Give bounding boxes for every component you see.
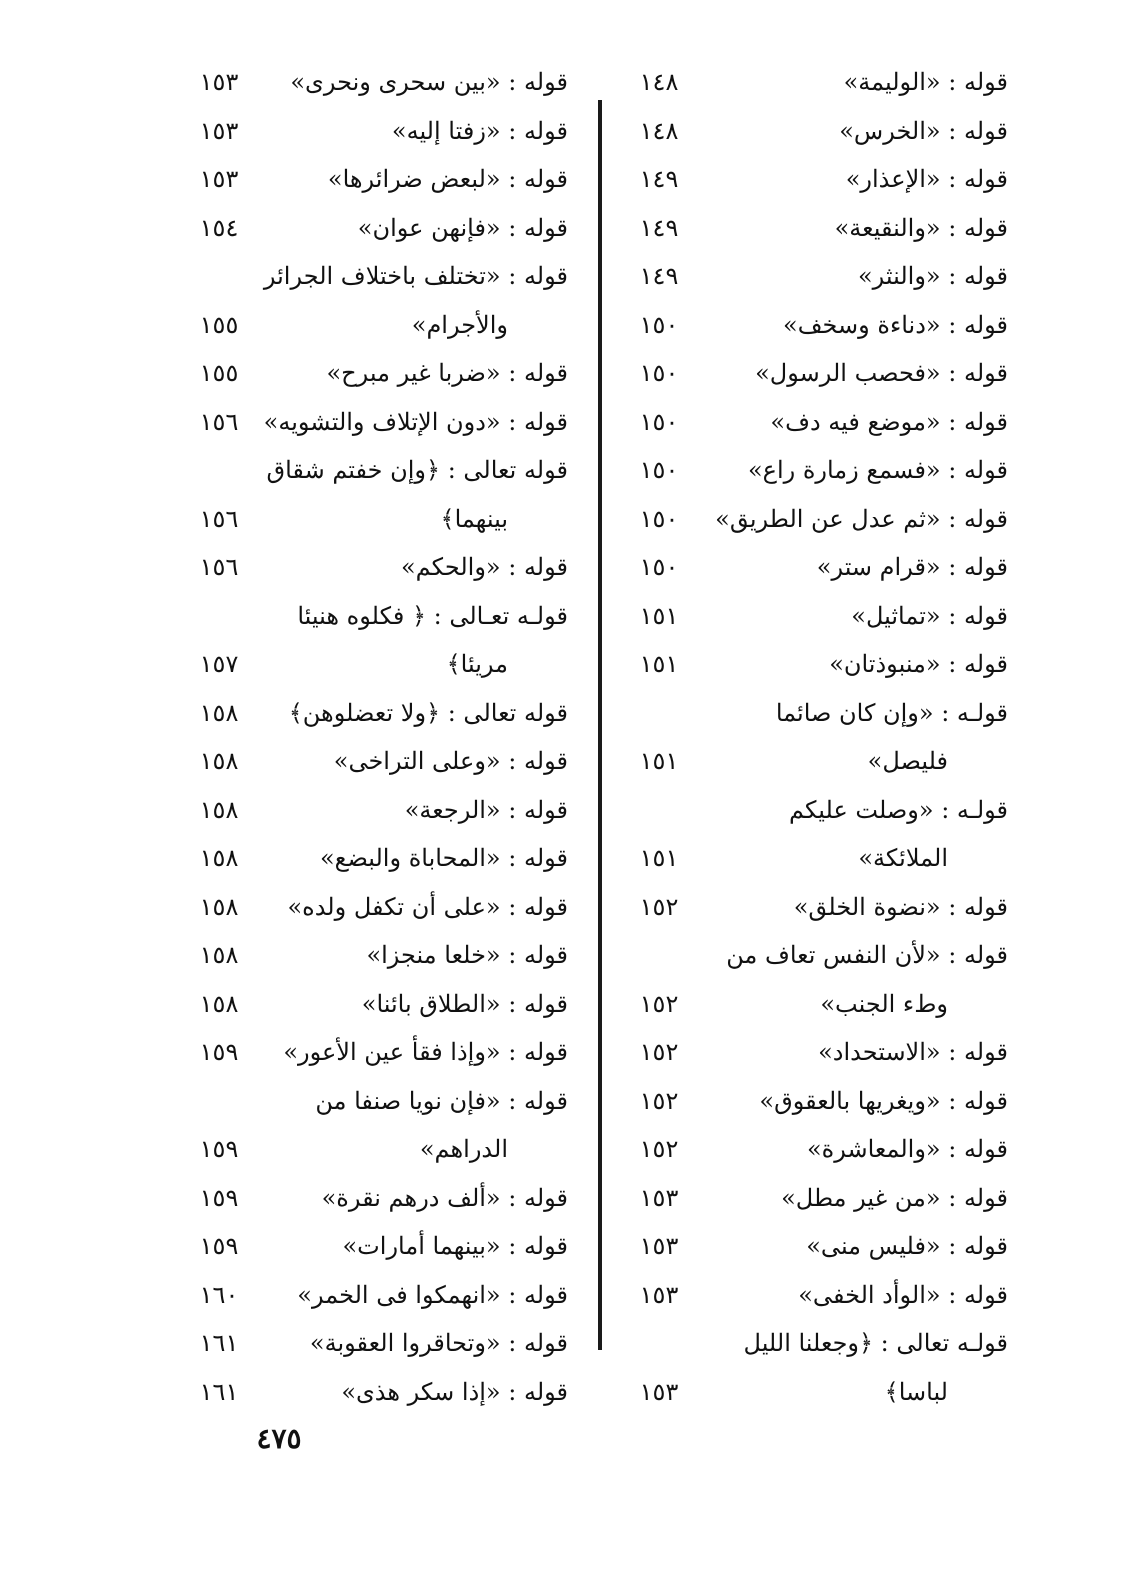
entry-text: قوله : «قرام ستر» [816,553,1008,581]
entry-text: قوله : «من غير مطل» [781,1183,1008,1212]
index-entry [188,786,568,835]
entry-text: قوله : «نضوة الخلق» [793,892,1008,921]
index-entry [628,1077,1008,1126]
entry-text: والأجرام» [411,310,508,339]
entry-page-number: ١٥٩ [199,1038,239,1066]
entry-page-number: ١٥٠ [639,359,679,387]
index-entry [188,1174,568,1223]
index-entry [188,1271,568,1320]
entry-page-number: ١٥٢ [639,1038,679,1066]
index-entry [628,204,1008,253]
entry-text: لباسا﴾ [884,1377,948,1406]
entry-page-number: ١٥٣ [199,68,239,96]
index-entry [628,640,1008,689]
index-entry [628,107,1008,156]
index-entry [628,786,1008,835]
entry-page-number: ١٥٣ [199,165,239,193]
entry-text: قوله : «الطلاق بائنا» [361,989,568,1018]
index-column-right [628,58,1008,1416]
entry-page-number: ١٥٧ [199,650,239,678]
entry-page-number: ١٥٨ [199,892,239,921]
entry-text: قوله تعالى : ﴿ولا تعضلوهن﴾ [288,698,568,727]
index-entry [188,1077,568,1126]
index-entry [628,1222,1008,1271]
entry-text: قوله : «موضع فيه دف» [770,407,1008,436]
entry-text: قوله : «ضربا غير مبرح» [326,359,568,387]
entry-text: قوله : «دناءة وسخف» [783,310,1008,339]
entry-page-number: ١٥٥ [199,310,239,339]
entry-text: قوله : «وتحاقروا العقوبة» [309,1329,568,1357]
entry-page-number: ١٥٩ [199,1135,239,1163]
entry-page-number: ١٥٣ [639,1280,679,1309]
index-entry [628,155,1008,204]
entry-text: قوله : «والمعاشرة» [806,1135,1008,1163]
index-entry [628,252,1008,301]
entry-text: قوله تعالى : ﴿وإن خفتم شقاق [266,456,568,484]
index-entry [188,1222,568,1271]
entry-text: قوله : «الخرس» [839,116,1008,145]
entry-page-number: ١٥٨ [199,795,239,824]
entry-text: قوله : «ويغريها بالعقوق» [759,1086,1008,1115]
index-entry [628,58,1008,107]
entry-text: قولـه تعالى : ﴿وجعلنا الليل [743,1329,1008,1357]
entry-page-number: ١٥٦ [199,407,239,436]
index-entry [188,398,568,447]
index-entry [628,543,1008,592]
entry-text: قوله : «وعلى التراخى» [333,747,568,775]
entry-page-number: ١٥٣ [639,1232,679,1260]
entry-page-number: ١٥٨ [199,698,239,727]
entry-text: قوله : «والنثر» [857,262,1008,290]
index-entry [628,495,1008,544]
index-entry [188,1125,568,1174]
index-entry [188,349,568,398]
entry-page-number: ١٤٩ [639,165,679,193]
entry-text: قوله : «ألف درهم نقرة» [321,1183,568,1212]
entry-text: قوله : «لبعض ضرائرها» [327,165,568,193]
index-entry [188,107,568,156]
index-entry [628,301,1008,350]
entry-page-number: ١٥٢ [639,1135,679,1163]
entry-page-number: ١٥٥ [199,359,239,387]
entry-page-number: ١٥٠ [639,407,679,436]
index-entry [628,980,1008,1029]
index-entry [628,592,1008,641]
entry-text: قولـه : «وصلت عليكم [789,795,1008,824]
entry-text: قوله : «على أن تكفل ولده» [287,892,568,921]
index-entry [628,446,1008,495]
index-entry [628,931,1008,980]
entry-page-number: ١٥٣ [639,1183,679,1212]
entry-text: قوله : «والنقيعة» [834,213,1008,242]
entry-page-number: ١٥٩ [199,1232,239,1260]
entry-text: قوله : «انهمكوا فى الخمر» [297,1280,568,1309]
index-entry [188,592,568,641]
entry-page-number: ١٤٨ [639,116,679,145]
entry-page-number: ١٥٢ [639,1086,679,1115]
entry-text: وطء الجنب» [820,989,948,1018]
entry-text: قوله : «بين سحرى ونحرى» [290,68,568,96]
entry-page-number: ١٥٨ [199,989,239,1018]
index-entry [628,398,1008,447]
entry-page-number: ١٥٨ [199,747,239,775]
entry-text: الملائكة» [858,844,948,872]
entry-text: قوله : «فسمع زمارة راع» [747,456,1008,484]
index-entry [628,1271,1008,1320]
index-entry [188,543,568,592]
page-number: ٤٧٥ [256,1422,302,1455]
index-entry [628,1368,1008,1417]
index-entry [628,689,1008,738]
entry-page-number: ١٥١ [639,844,679,872]
entry-page-number: ١٦١ [199,1329,239,1357]
entry-page-number: ١٥٠ [639,504,679,533]
entry-page-number: ١٥٩ [199,1183,239,1212]
entry-text: قوله : «بينهما أمارات» [342,1232,568,1260]
entry-page-number: ١٥٢ [639,989,679,1018]
entry-page-number: ١٥١ [639,747,679,775]
entry-page-number: ١٦٠ [199,1280,239,1309]
entry-text: قوله : «الإعذار» [845,165,1008,193]
index-entry [628,349,1008,398]
entry-text: قوله : «تماثيل» [851,601,1008,630]
entry-page-number: ١٤٨ [639,68,679,96]
entry-text: قوله : «فحصب الرسول» [755,359,1008,387]
index-entry [188,1028,568,1077]
entry-page-number: ١٥٨ [199,941,239,969]
entry-page-number: ١٥٠ [639,456,679,484]
entry-text: قولـه : «وإن كان صائما [775,698,1008,727]
entry-text: قوله : «وإذا فقأ عين الأعور» [283,1038,568,1066]
index-entry [188,1368,568,1417]
entry-text: قوله : «دون الإتلاف والتشويه» [263,407,568,436]
index-entry [188,1319,568,1368]
index-entry [188,834,568,883]
index-entry [628,834,1008,883]
entry-text: قوله : «لأن النفس تعاف من [726,941,1008,969]
entry-page-number: ١٥٢ [639,892,679,921]
column-divider [598,100,602,1350]
entry-text: قوله : «الرجعة» [404,795,568,824]
entry-page-number: ١٥٦ [199,504,239,533]
entry-page-number: ١٥٦ [199,553,239,581]
index-entry [188,155,568,204]
entry-text: قوله : «تختلف باختلاف الجرائر [263,262,568,290]
entry-text: قوله : «فإن نويا صنفا من [315,1086,568,1115]
index-entry [188,58,568,107]
entry-page-number: ١٤٩ [639,213,679,242]
index-entry [188,204,568,253]
index-entry [628,737,1008,786]
entry-text: قوله : «ثم عدل عن الطريق» [715,504,1008,533]
index-entry [188,640,568,689]
entry-text: بينهما﴾ [440,504,508,533]
index-entry [188,301,568,350]
entry-text: قوله : «منبوذتان» [829,650,1008,678]
entry-text: قوله : «الاستحداد» [818,1038,1008,1066]
index-entry [188,689,568,738]
index-column-left [188,58,568,1416]
entry-page-number: ١٥٤ [199,213,239,242]
entry-text: الدراهم» [419,1135,508,1163]
entry-page-number: ١٤٩ [639,262,679,290]
entry-text: قولـه تعـالى : ﴿ فكلوه هنيئا [297,601,568,630]
entry-page-number: ١٥٠ [639,310,679,339]
entry-page-number: ١٥٨ [199,844,239,872]
index-entry [188,883,568,932]
entry-text: قوله : «المحاباة والبضع» [319,844,568,872]
entry-text: قوله : «زفتا إليه» [391,116,568,145]
entry-page-number: ١٥٣ [639,1377,679,1406]
entry-text: فليصل» [867,747,948,775]
entry-page-number: ١٥٣ [199,116,239,145]
entry-page-number: ١٥١ [639,650,679,678]
index-entry [628,883,1008,932]
entry-text: مريئا﴾ [446,650,508,678]
index-entry [188,980,568,1029]
index-entry [628,1028,1008,1077]
index-entry [628,1125,1008,1174]
entry-page-number: ١٥١ [639,601,679,630]
index-entry [188,446,568,495]
entry-text: قوله : «الوليمة» [843,68,1008,96]
index-entry [188,495,568,544]
entry-text: قوله : «الوأد الخفى» [798,1280,1008,1309]
index-entry [188,252,568,301]
entry-text: قوله : «والحكم» [400,553,568,581]
index-entry [628,1319,1008,1368]
entry-text: قوله : «فإنهن عوان» [357,213,568,242]
entry-text: قوله : «إذا سكر هذى» [341,1377,568,1406]
entry-page-number: ١٥٠ [639,553,679,581]
index-entry [188,737,568,786]
index-entry [188,931,568,980]
entry-text: قوله : «خلعا منجزا» [366,941,568,969]
entry-text: قوله : «فليس منى» [806,1232,1008,1260]
index-entry [628,1174,1008,1223]
entry-page-number: ١٦١ [199,1377,239,1406]
